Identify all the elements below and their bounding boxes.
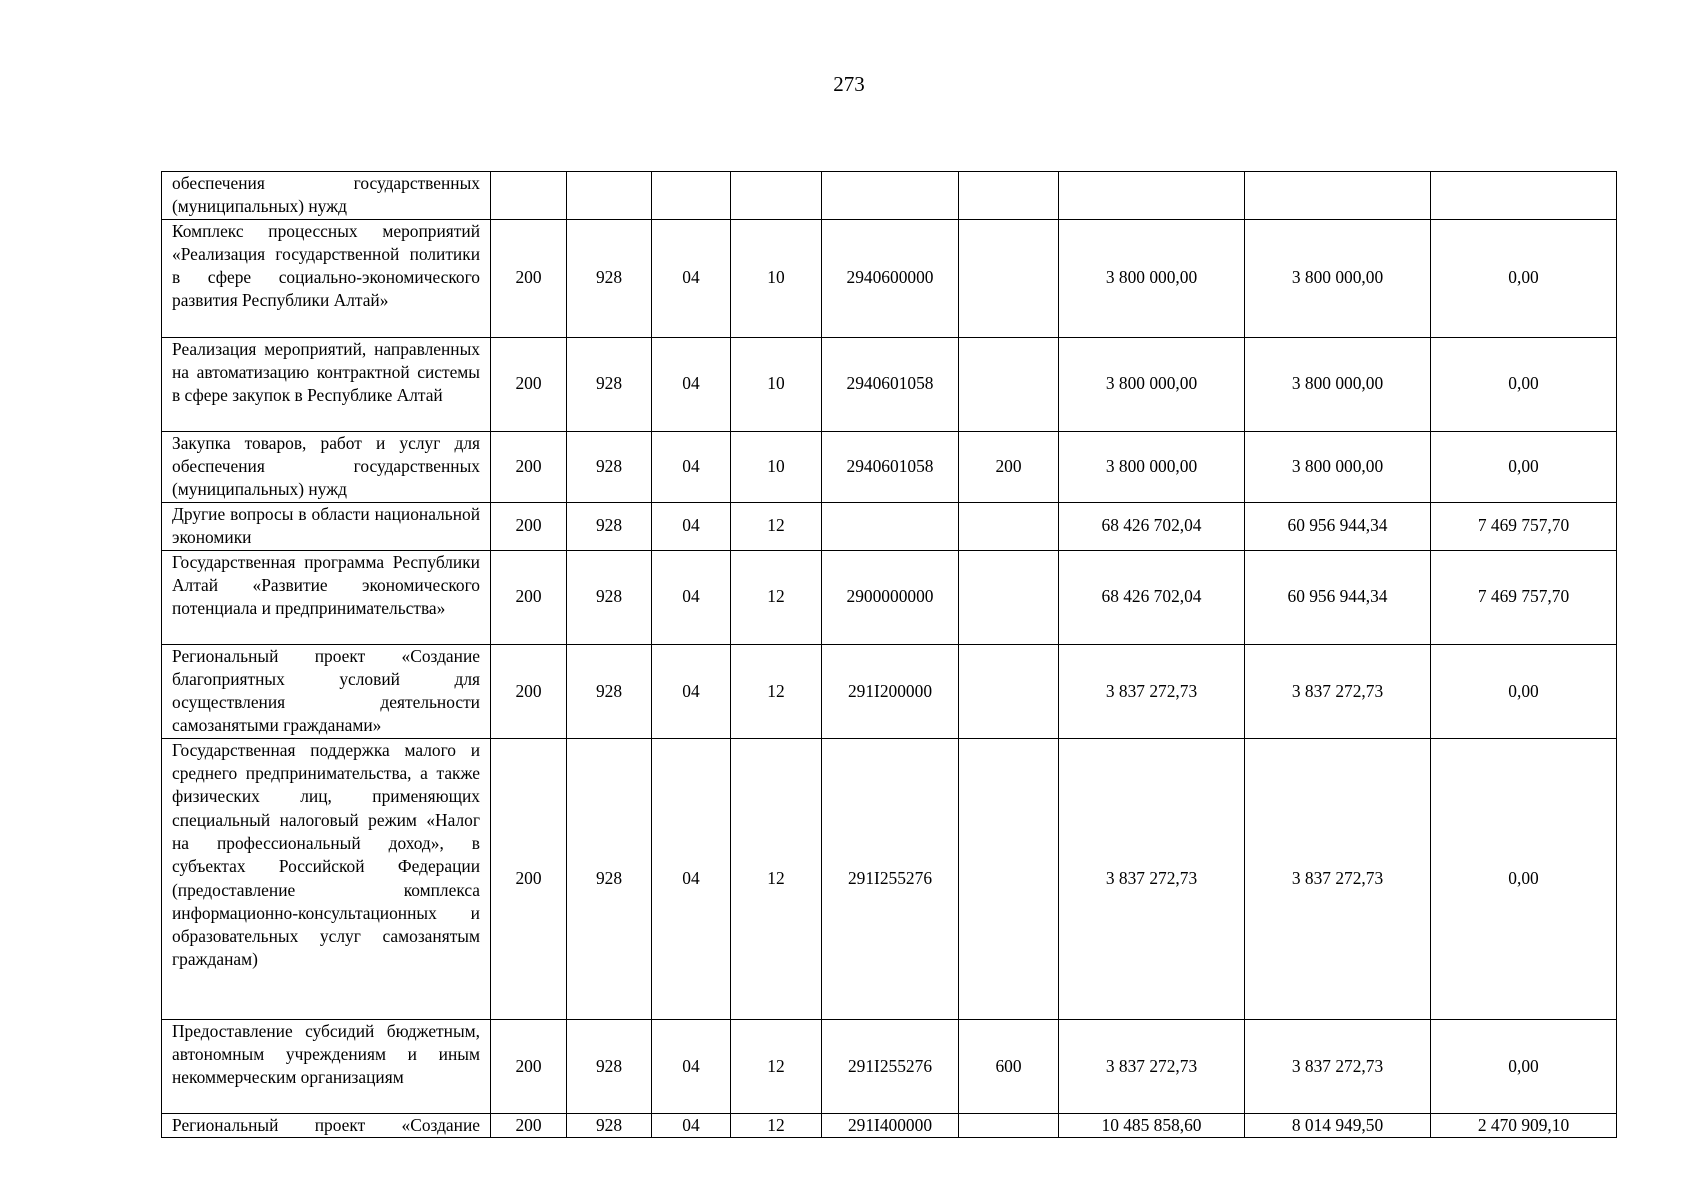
cell-col6: [959, 172, 1059, 220]
cell-amount-3: 0,00: [1431, 337, 1617, 431]
cell-col3: 04: [652, 1019, 731, 1113]
cell-col4: 12: [731, 550, 822, 644]
cell-col2: 928: [567, 337, 652, 431]
cell-col4: 12: [731, 1113, 822, 1137]
cell-col1: 200: [491, 738, 567, 1019]
cell-col3: 04: [652, 1113, 731, 1137]
cell-col1: 200: [491, 219, 567, 337]
row-name: Реализация мероприятий, направленных на автоматизацию контрактной системы в сфере закупок в Республике Алтай: [162, 337, 491, 431]
cell-col5: 2940601058: [822, 337, 959, 431]
cell-amount-1: 3 800 000,00: [1059, 219, 1245, 337]
cell-col5: 291I255276: [822, 738, 959, 1019]
cell-col6: 600: [959, 1019, 1059, 1113]
cell-col4: 10: [731, 219, 822, 337]
table-row: [162, 502, 1617, 550]
table-row: [162, 1113, 1617, 1137]
table-row: [162, 172, 1617, 220]
row-name: Комплекс процессных мероприятий «Реализация государственной политики в сфере социально-экономического развития Республики Алтай»: [162, 219, 491, 337]
cell-col5: 291I200000: [822, 644, 959, 738]
cell-amount-2: 3 800 000,00: [1245, 431, 1431, 502]
cell-col3: [652, 172, 731, 220]
cell-col6: [959, 337, 1059, 431]
row-name: Предоставление субсидий бюджетным, автономным учреждениям и иным некоммерческим организациям: [162, 1019, 491, 1113]
cell-amount-3: [1431, 172, 1617, 220]
cell-col2: 928: [567, 644, 652, 738]
cell-col4: 12: [731, 644, 822, 738]
cell-amount-1: 3 837 272,73: [1059, 1019, 1245, 1113]
cell-col2: 928: [567, 502, 652, 550]
cell-col4: [731, 172, 822, 220]
cell-amount-3: 2 470 909,10: [1431, 1113, 1617, 1137]
page-number: 273: [833, 72, 865, 96]
cell-col4: 12: [731, 738, 822, 1019]
cell-col3: 04: [652, 644, 731, 738]
cell-col1: 200: [491, 1113, 567, 1137]
table-row: [162, 219, 1617, 337]
cell-col3: 04: [652, 738, 731, 1019]
cell-amount-3: 0,00: [1431, 1019, 1617, 1113]
cell-col5: 2900000000: [822, 550, 959, 644]
cell-col3: 04: [652, 431, 731, 502]
cell-amount-3: 0,00: [1431, 219, 1617, 337]
row-name: Государственная поддержка малого и среднего предпринимательства, а также физических лиц, применяющих специальный налоговый режим «Налог на профессиональный доход», в субъектах Российской Федерации (предоставление комплекса информационно-консультационных и образовательных услуг самозанятым гражданам): [162, 738, 491, 1019]
cell-col4: 12: [731, 1019, 822, 1113]
table-row: [162, 644, 1617, 738]
cell-amount-1: 68 426 702,04: [1059, 550, 1245, 644]
row-name: Другие вопросы в области национальной экономики: [162, 502, 491, 550]
cell-col5: [822, 502, 959, 550]
budget-table: [161, 171, 1617, 1138]
row-name: Региональный проект «Создание: [162, 1113, 491, 1137]
cell-amount-1: 3 800 000,00: [1059, 337, 1245, 431]
cell-col3: 04: [652, 502, 731, 550]
cell-amount-3: 7 469 757,70: [1431, 550, 1617, 644]
cell-col1: 200: [491, 644, 567, 738]
cell-col5: 2940601058: [822, 431, 959, 502]
cell-col1: 200: [491, 550, 567, 644]
row-name: обеспечения государственных (муниципальных) нужд: [162, 172, 491, 220]
cell-col2: 928: [567, 738, 652, 1019]
cell-col2: 928: [567, 431, 652, 502]
cell-amount-1: 68 426 702,04: [1059, 502, 1245, 550]
cell-col3: 04: [652, 219, 731, 337]
cell-col1: 200: [491, 1019, 567, 1113]
cell-col3: 04: [652, 337, 731, 431]
cell-amount-1: 3 837 272,73: [1059, 738, 1245, 1019]
cell-amount-1: [1059, 172, 1245, 220]
cell-col6: [959, 738, 1059, 1019]
cell-col2: 928: [567, 1019, 652, 1113]
cell-col5: 2940600000: [822, 219, 959, 337]
cell-amount-2: 60 956 944,34: [1245, 550, 1431, 644]
cell-col6: [959, 502, 1059, 550]
row-name: Закупка товаров, работ и услуг для обеспечения государственных (муниципальных) нужд: [162, 431, 491, 502]
cell-amount-2: 60 956 944,34: [1245, 502, 1431, 550]
cell-amount-2: 8 014 949,50: [1245, 1113, 1431, 1137]
cell-col1: 200: [491, 431, 567, 502]
cell-col5: 291I255276: [822, 1019, 959, 1113]
cell-amount-2: 3 837 272,73: [1245, 1019, 1431, 1113]
cell-col4: 10: [731, 337, 822, 431]
cell-col6: 200: [959, 431, 1059, 502]
cell-col6: [959, 550, 1059, 644]
cell-col1: 200: [491, 502, 567, 550]
cell-amount-3: 7 469 757,70: [1431, 502, 1617, 550]
table-row: [162, 337, 1617, 431]
cell-col4: 10: [731, 431, 822, 502]
cell-amount-1: 3 837 272,73: [1059, 644, 1245, 738]
cell-amount-3: 0,00: [1431, 644, 1617, 738]
cell-col2: 928: [567, 550, 652, 644]
cell-col6: [959, 219, 1059, 337]
cell-col4: 12: [731, 502, 822, 550]
cell-amount-2: 3 800 000,00: [1245, 337, 1431, 431]
cell-col1: 200: [491, 337, 567, 431]
cell-col6: [959, 644, 1059, 738]
cell-amount-3: 0,00: [1431, 431, 1617, 502]
table-row: [162, 1019, 1617, 1113]
row-name: Государственная программа Республики Алтай «Развитие экономического потенциала и предпринимательства»: [162, 550, 491, 644]
cell-col5: [822, 172, 959, 220]
cell-amount-1: 3 800 000,00: [1059, 431, 1245, 502]
table-row: [162, 431, 1617, 502]
cell-amount-2: 3 800 000,00: [1245, 219, 1431, 337]
row-name: Региональный проект «Создание благоприятных условий для осуществления деятельности самозанятыми гражданами»: [162, 644, 491, 738]
cell-col6: [959, 1113, 1059, 1137]
table-row: [162, 550, 1617, 644]
cell-col2: 928: [567, 1113, 652, 1137]
table-row: [162, 738, 1617, 1019]
cell-col1: [491, 172, 567, 220]
cell-col3: 04: [652, 550, 731, 644]
cell-col2: [567, 172, 652, 220]
cell-amount-2: [1245, 172, 1431, 220]
cell-amount-2: 3 837 272,73: [1245, 738, 1431, 1019]
cell-col5: 291I400000: [822, 1113, 959, 1137]
cell-amount-2: 3 837 272,73: [1245, 644, 1431, 738]
cell-amount-1: 10 485 858,60: [1059, 1113, 1245, 1137]
cell-col2: 928: [567, 219, 652, 337]
cell-amount-3: 0,00: [1431, 738, 1617, 1019]
